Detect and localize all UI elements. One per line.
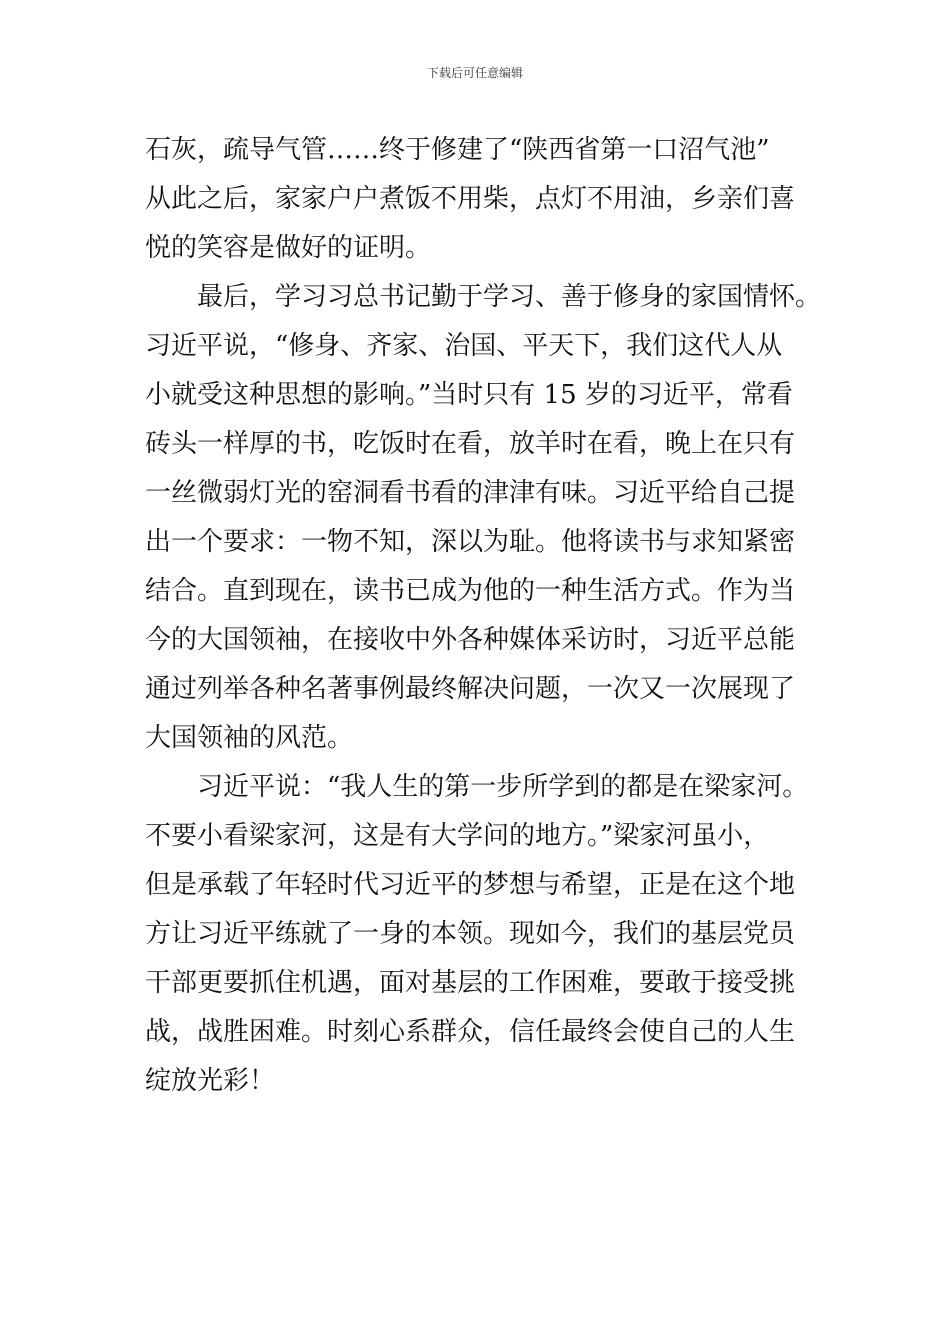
text-line: 大国领袖的风范。: [145, 723, 354, 753]
text-line: 从此之后，家家户户煮饭不用柴，点灯不用油，乡亲们喜: [145, 184, 796, 214]
text-line: 悦的笑容是做好的证明。: [145, 233, 432, 263]
text-line: 结合。直到现在，读书已成为他的一种生活方式。作为当: [145, 576, 796, 606]
text-line: 通过列举各种名著事例最终解决问题，一次又一次展现了: [145, 674, 796, 704]
text-line: 不要小看梁家河，这是有大学问的地方。”梁家河虽小，: [145, 821, 770, 851]
paragraph-start-line: 习近平说：“我人生的第一步所学到的都是在梁家河。: [197, 772, 809, 802]
paragraph-start-line: 最后，学习习总书记勤于学习、善于修身的家国情怀。: [197, 282, 822, 312]
text-line: 今的大国领袖，在接收中外各种媒体采访时，习近平总能: [145, 625, 796, 655]
text-line: 干部更要抓住机遇，面对基层的工作困难，要敢于接受挑: [145, 968, 796, 998]
body-text: [145, 126, 825, 1106]
text-line: 一丝微弱灯光的窑洞看书看的津津有味。习近平给自己提: [145, 478, 796, 508]
text-line: 石灰，疏导气管……终于修建了“陕西省第一口沼气池”: [145, 135, 770, 165]
text-line: 方让习近平练就了一身的本领。现如今，我们的基层党员: [145, 919, 796, 949]
text-line: 战，战胜困难。时刻心系群众，信任最终会使自己的人生: [145, 1017, 796, 1047]
text-line: 出一个要求：一物不知，深以为耻。他将读书与求知紧密: [145, 527, 796, 557]
text-line: 砖头一样厚的书，吃饭时在看，放羊时在看，晚上在只有: [145, 429, 796, 459]
text-line: 习近平说，“修身、齐家、治国、平天下，我们这代人从: [145, 331, 783, 361]
text-line: 但是承载了年轻时代习近平的梦想与希望，正是在这个地: [145, 870, 796, 900]
text-line: 绽放光彩！: [145, 1066, 276, 1096]
text-line: 小就受这种思想的影响。”当时只有 15 岁的习近平，常看: [145, 380, 793, 410]
page-header: 下载后可任意编辑: [426, 66, 523, 80]
